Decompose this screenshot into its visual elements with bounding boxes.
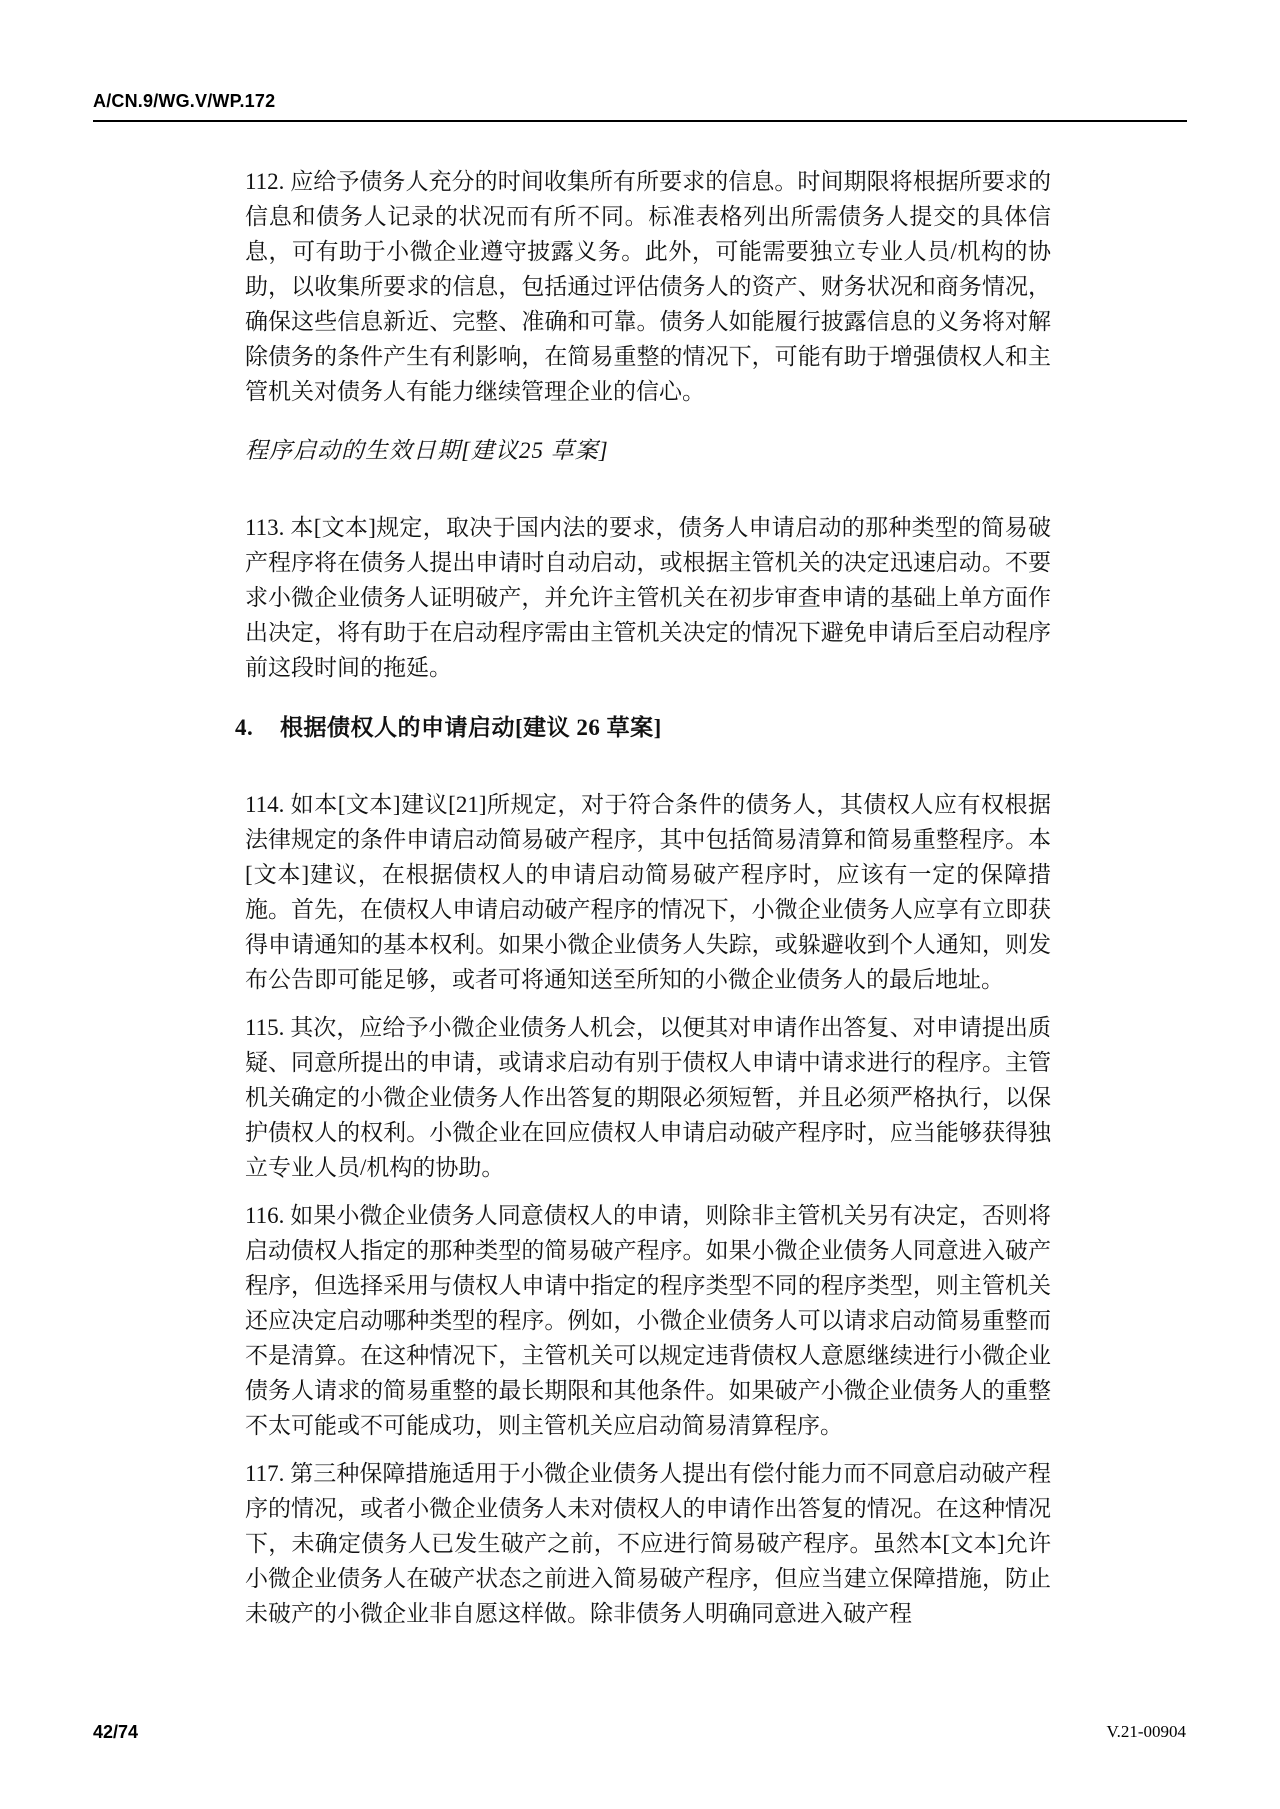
header-rule — [93, 120, 1187, 122]
paragraph-114: 114. 如本[文本]建议[21]所规定，对于符合条件的债务人，其债权人应有权根据法律规定的条件申请启动简易破产程序，其中包括简易清算和简易重整程序。本[文本]建议，在根据债权人的申请启动简易破产程序时，应该有一定的保障措施。首先，在债权人申请启动破产程序的情况下，小微企业债务人应享有立即获得申请通知的基本权利。如果小微企业债务人失踪，或躲避收到个人通知，则发布公告即可能足够，或者可将通知送至所知的小微企业债务人的最后地址。 — [245, 792, 1051, 992]
section-title: 根据债权人的申请启动[建议 26 草案] — [280, 715, 662, 740]
subheading-commencement-effective-date: 程序启动的生效日期[建议25 草案] — [245, 438, 609, 463]
section-number: 4. — [235, 715, 254, 740]
paragraph-115: 115. 其次，应给予小微企业债务人机会，以便其对申请作出答复、对申请提出质疑、同意所提出的申请，或请求启动有别于债权人申请中请求进行的程序。主管机关确定的小微企业债务人作出答复的期限必须短暂，并且必须严格执行，以保护债权人的权利。小微企业在回应债权人申请启动破产程序时，应当能够获得独立专业人员/机构的协助。 — [245, 1015, 1051, 1180]
paragraph-117: 117. 第三种保障措施适用于小微企业债务人提出有偿付能力而不同意启动破产程序的情况，或者小微企业债务人未对债权人的申请作出答复的情况。在这种情况下，未确定债务人已发生破产之前，不应进行简易破产程序。虽然本[文本]允许小微企业债务人在破产状态之前进入简易破产程序，但应当建立保障措施，防止未破产的小微企业非自愿这样做。除非债务人明确同意进入破产程 — [245, 1461, 1051, 1626]
job-number: V.21-00904 — [1106, 1722, 1186, 1741]
document-body — [235, 164, 1051, 1644]
paragraph-113: 113. 本[文本]规定，取决于国内法的要求，债务人申请启动的那种类型的简易破产程序将在债务人提出申请时自动启动，或根据主管机关的决定迅速启动。不要求小微企业债务人证明破产，并允许主管机关在初步审查申请的基础上单方面作出决定，将有助于在启动程序需由主管机关决定的情况下避免申请后至启动程序前这段时间的拖延。 — [245, 515, 1051, 680]
paragraph-112: 112. 应给予债务人充分的时间收集所有所要求的信息。时间期限将根据所要求的信息和债务人记录的状况而有所不同。标准表格列出所需债务人提交的具体信息，可有助于小微企业遵守披露义务。此外，可能需要独立专业人员/机构的协助，以收集所要求的信息，包括通过评估债务人的资产、财务状况和商务情况，确保这些信息新近、完整、准确和可靠。债务人如能履行披露信息的义务将对解除债务的条件产生有利影响，在简易重整的情况下，可能有助于增强债权人和主管机关对债务人有能力继续管理企业的信心。 — [245, 169, 1051, 404]
section-heading-4 — [235, 710, 1051, 745]
document-symbol: A/CN.9/WG.V/WP.172 — [93, 91, 276, 111]
page-number: 42/74 — [93, 1722, 139, 1742]
paragraph-116: 116. 如果小微企业债务人同意债权人的申请，则除非主管机关另有决定，否则将启动债权人指定的那种类型的简易破产程序。如果小微企业债务人同意进入破产程序，但选择采用与债权人申请中指定的程序类型不同的程序类型，则主管机关还应决定启动哪种类型的程序。例如，小微企业债务人可以请求启动简易重整而不是清算。在这种情况下，主管机关可以规定违背债权人意愿继续进行小微企业债务人请求的简易重整的最长期限和其他条件。如果破产小微企业债务人的重整不太可能或不可能成功，则主管机关应启动简易清算程序。 — [245, 1203, 1051, 1438]
